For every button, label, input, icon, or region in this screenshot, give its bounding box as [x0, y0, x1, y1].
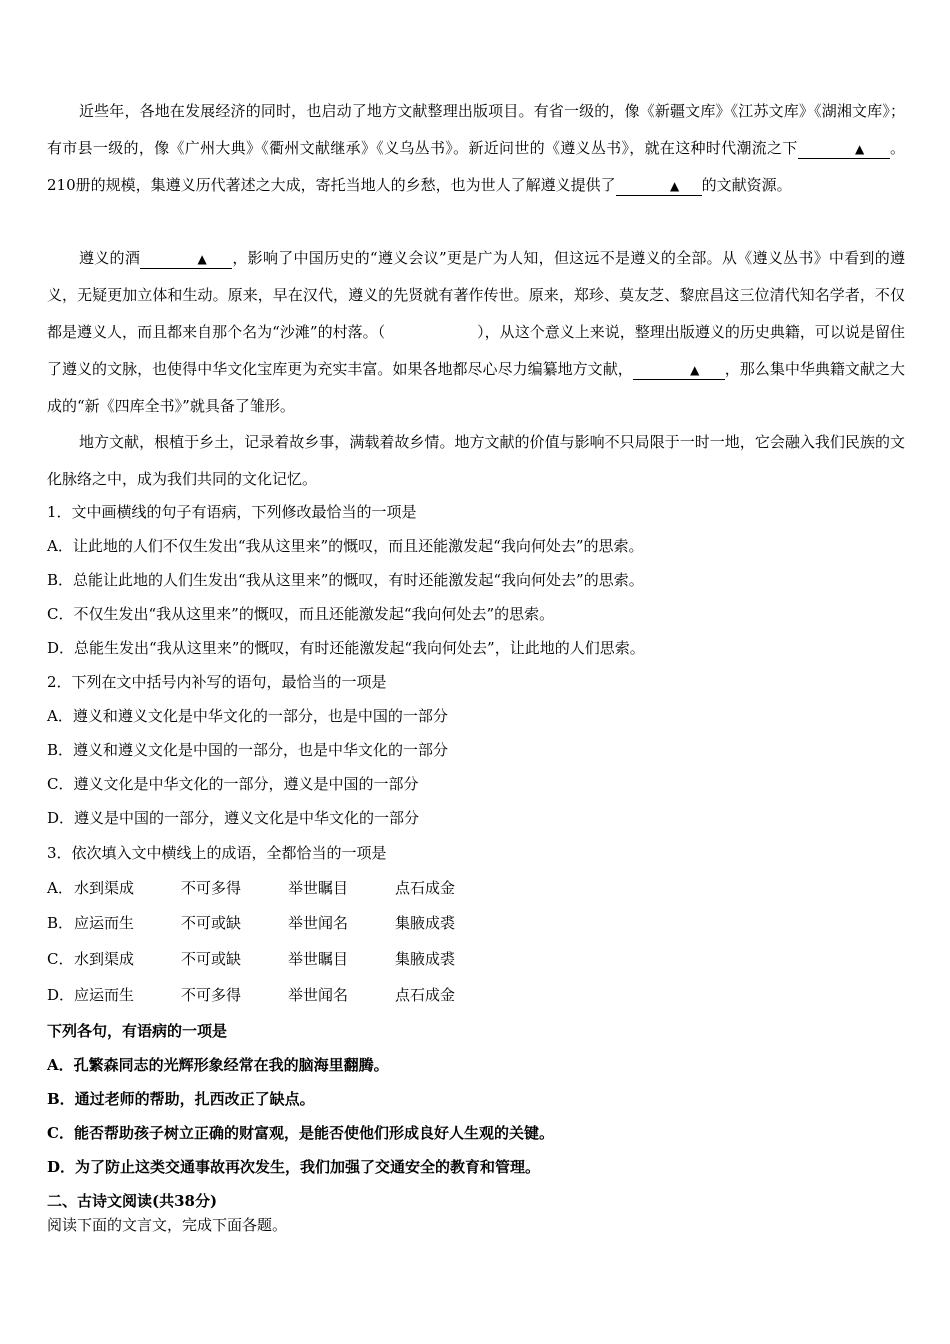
- blank-3: [140, 250, 232, 269]
- question-3-option-d: D． 应运而生 不可多得 举世闻名 点石成金: [47, 986, 456, 1004]
- question-2-option-a: A．遵义和遵义文化是中华文化的一部分，也是中国的一部分: [47, 707, 448, 725]
- question-4-option-d: D．为了防止这类交通事故再次发生，我们加强了交通安全的教育和管理。: [47, 1158, 541, 1176]
- question-2-stem: 2．下列在文中括号内补写的语句，最恰当的一项是: [47, 673, 387, 691]
- question-2-option-c: C．遵义文化是中华文化的一部分，遵义是中国的一部分: [47, 775, 419, 793]
- question-3-option-a: A． 水到渠成 不可多得 举世瞩目 点石成金: [47, 879, 456, 897]
- blank-2: [616, 177, 702, 196]
- question-2-option-d: D．遵义是中国的一部分，遵义文化是中华文化的一部分: [47, 809, 420, 827]
- question-4-option-b: B．通过老师的帮助，扎西改正了缺点。: [47, 1090, 315, 1108]
- question-4-option-c: C．能否帮助孩子树立正确的财富观，是能否使他们形成良好人生观的关键。: [47, 1124, 554, 1142]
- question-1-stem: 1．文中画横线的句子有语病，下列修改最恰当的一项是: [47, 503, 417, 521]
- question-1-option-d: D．总能生发出“我从这里来”的慨叹，有时还能激发起“我向何处去”，让此地的人们思索。: [47, 639, 645, 657]
- passage-paragraph-1: 近些年，各地在发展经济的同时，也启动了地方文献整理出版项目。有省一级的，像《新疆文库》《江苏文库》《湖湘文库》；有市县一级的，像《广州大典》《衢州文献继承》《义乌丛书》。新近问世的《遵义丛书》，就在这种时代潮流之下 ▲ 。210册的规模，集遵义历代著述之大成，寄托当地人的乡愁，也为世人了解遵义提供了 ▲ 的文献资源。: [47, 102, 905, 194]
- triangle-marker-icon: ▲: [197, 252, 207, 266]
- question-4-stem: 下列各句，有语病的一项是: [47, 1022, 228, 1040]
- question-1-option-a: A．让此地的人们不仅生发出“我从这里来”的慨叹，而且还能激发起“我向何处去”的思索。: [47, 537, 644, 555]
- passage-paragraph-3: 地方文献，根植于乡土，记录着故乡事，满载着故乡情。地方文献的价值与影响不只局限于一时一地，它会融入我们民族的文化脉络之中，成为我们共同的文化记忆。: [47, 433, 905, 488]
- blank-1: [798, 140, 890, 159]
- question-1-option-b: B．总能让此地的人们生发出“我从这里来”的慨叹，有时还能激发起“我向何处去”的思索。: [47, 571, 644, 589]
- section-2-heading: 二、古诗文阅读(共38分): [47, 1192, 218, 1210]
- passage-paragraph-2: 遵义的酒 ▲ ，影响了中国历史的“遵义会议”更是广为人知，但这远不是遵义的全部。从《遵义丛书》中看到的遵义，无疑更加立体和生动。原来，早在汉代，遵义的先贤就有著作传世。原来，郑珍、莫友芝、黎庶昌这三位清代知名学者，不仅都是遵义人，而且都来自那个名为“沙滩”的村落。（ ），从这个意义上来说，整理出版遵义的历史典籍，可以说是留住了遵义的文脉，也使得中华文化宝库更为充实丰富。如果各地都尽心尽力编纂地方文献， ▲ ，那么集中华典籍文献之大成的“新《四库全书》”就具备了雏形。: [47, 249, 905, 415]
- section-2-instruction: 阅读下面的文言文，完成下面各题。: [47, 1216, 288, 1234]
- question-4-option-a: A．孔繁森同志的光辉形象经常在我的脑海里翻腾。: [47, 1056, 389, 1074]
- question-3-option-b: B． 应运而生 不可或缺 举世闻名 集腋成裘: [47, 914, 456, 932]
- triangle-marker-icon: ▲: [670, 179, 680, 193]
- question-1-option-c: C．不仅生发出“我从这里来”的慨叹，而且还能激发起“我向何处去”的思索。: [47, 605, 555, 623]
- blank-4: [633, 361, 725, 380]
- question-3-stem: 3．依次填入文中横线上的成语，全都恰当的一项是: [47, 844, 387, 862]
- triangle-marker-icon: ▲: [690, 363, 700, 377]
- triangle-marker-icon: ▲: [855, 142, 865, 156]
- question-3-option-c: C． 水到渠成 不可或缺 举世瞩目 集腋成裘: [47, 950, 456, 968]
- question-2-option-b: B．遵义和遵义文化是中国的一部分，也是中华文化的一部分: [47, 741, 449, 759]
